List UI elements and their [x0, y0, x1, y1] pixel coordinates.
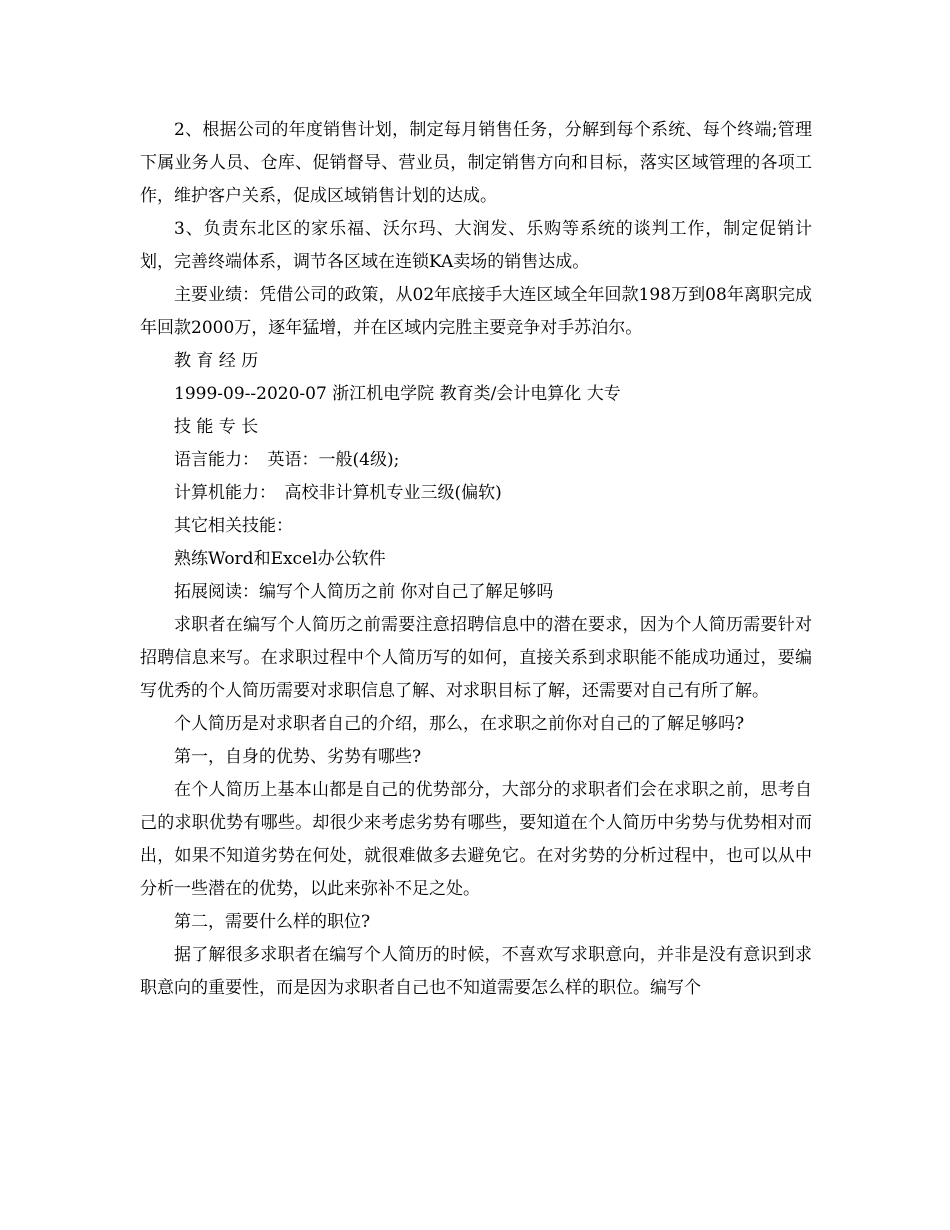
- extended-reading-title: 拓展阅读：编写个人简历之前 你对自己了解足够吗: [174, 582, 554, 602]
- point-two-heading: 第二，需要什么样的职位?: [174, 912, 371, 932]
- document-body: [140, 114, 812, 1005]
- paragraph-achievements: 主要业绩：凭借公司的政策，从02年底接手大连区域全年回款198万到08年离职完成年回款2000万，逐年猛增，并在区域内完胜主要竞争对手苏泊尔。: [140, 285, 812, 338]
- point-two-body: 据了解很多求职者在编写个人简历的时候，不喜欢写求职意向，并非是没有意识到求职意向的重要性，而是因为求职者自己也不知道需要怎么样的职位。编写个: [140, 945, 812, 998]
- section-heading-skills: 技 能 专 长: [174, 417, 259, 437]
- skill-other-heading: 其它相关技能：: [174, 516, 293, 536]
- education-entry: 1999-09--2020-07 浙江机电学院 教育类/会计电算化 大专: [174, 384, 621, 404]
- paragraph-intro: 求职者在编写个人简历之前需要注意招聘信息中的潜在要求，因为个人简历需要针对招聘信息来写。在求职过程中个人简历写的如何，直接关系到求职能不能成功通过，要编写优秀的个人简历需要对求职信息了解、对求职目标了解，还需要对自己有所了解。: [140, 615, 812, 701]
- skill-language: 语言能力： 英语：一般(4级);: [174, 450, 400, 470]
- paragraph-duties-2: 2、根据公司的年度销售计划，制定每月销售任务，分解到每个系统、每个终端;管理下属业务人员、仓库、促销督导、营业员，制定销售方向和目标，落实区域管理的各项工作，维护客户关系，促成区域销售计划的达成。: [140, 120, 812, 206]
- skill-office: 熟练Word和Excel办公软件: [174, 549, 386, 569]
- skill-computer: 计算机能力： 高校非计算机专业三级(偏软): [174, 483, 502, 503]
- section-heading-education: 教 育 经 历: [174, 351, 259, 371]
- paragraph-question: 个人简历是对求职者自己的介绍，那么，在求职之前你对自己的了解足够吗?: [174, 714, 745, 734]
- paragraph-duties-3: 3、负责东北区的家乐福、沃尔玛、大润发、乐购等系统的谈判工作，制定促销计划，完善终端体系，调节各区域在连锁KA卖场的销售达成。: [140, 219, 812, 272]
- point-one-body: 在个人简历上基本山都是自己的优势部分，大部分的求职者们会在求职之前，思考自己的求职优势有哪些。却很少来考虑劣势有哪些，要知道在个人简历中劣势与优势相对而出，如果不知道劣势在何处，就很难做多去避免它。在对劣势的分析过程中，也可以从中分析一些潜在的优势，以此来弥补不足之处。: [140, 780, 812, 899]
- point-one-heading: 第一，自身的优势、劣势有哪些?: [174, 747, 422, 767]
